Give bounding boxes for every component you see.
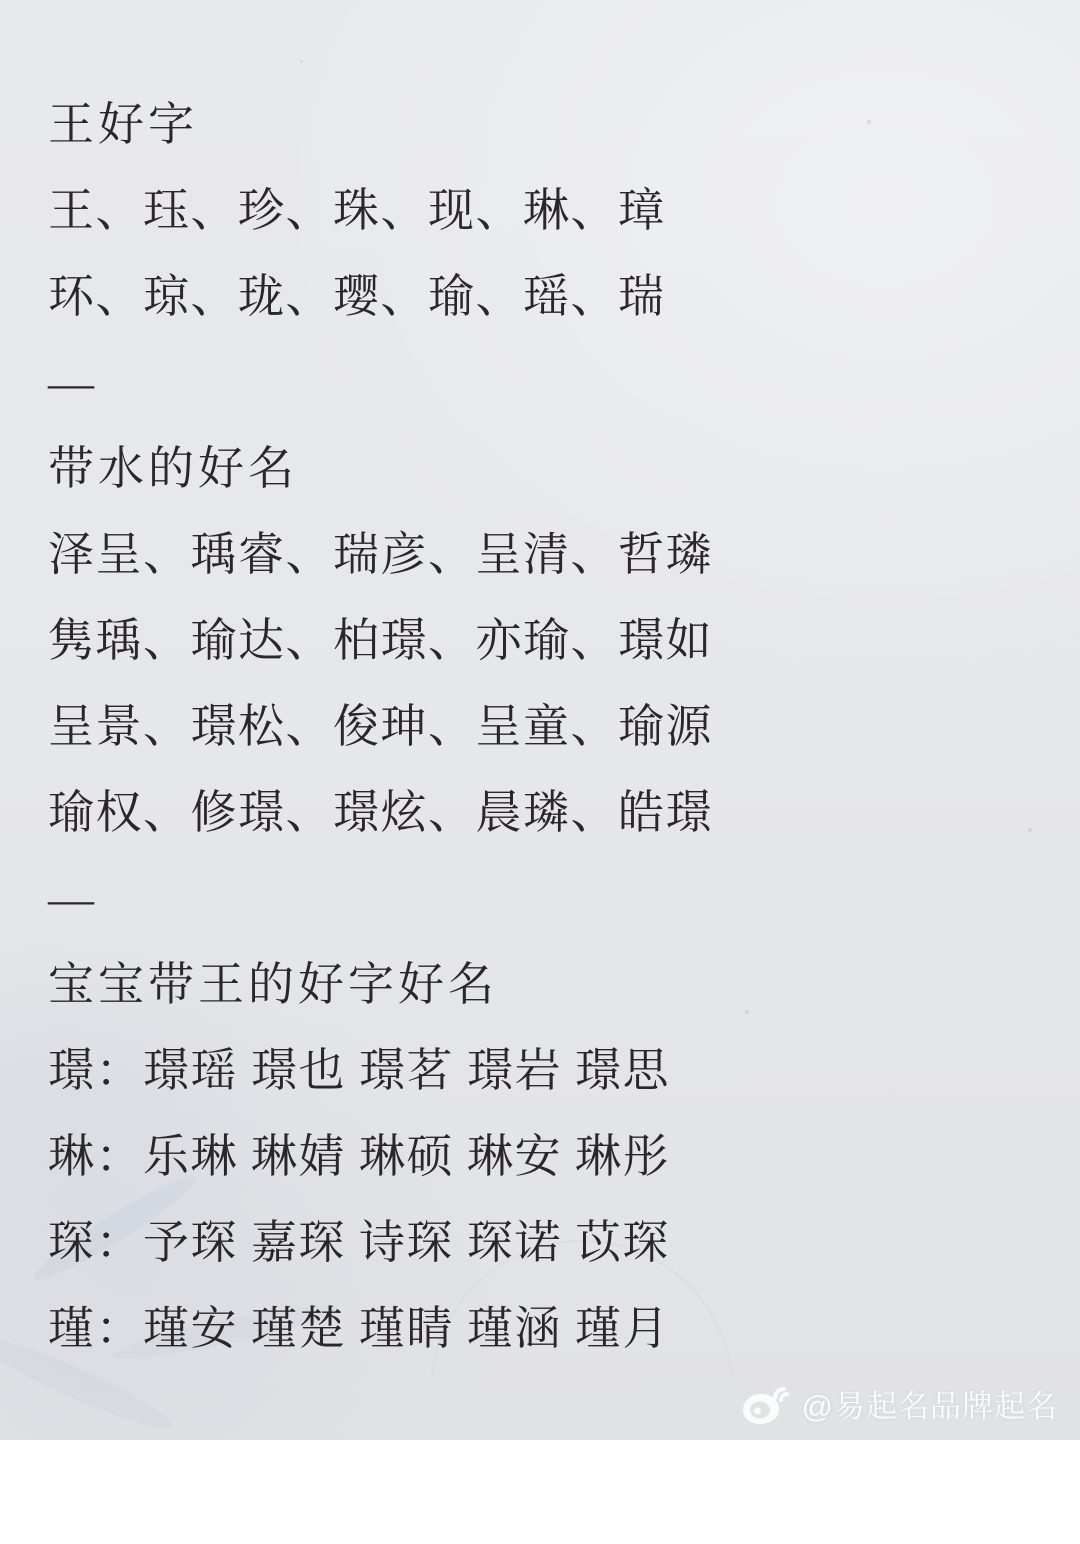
weibo-icon xyxy=(740,1380,794,1426)
section-heading-baby-wang-names: 宝宝带王的好字好名 xyxy=(48,959,498,1010)
name-list-line: 瑜权、修璟、璟炫、晨璘、皓璟 xyxy=(48,787,713,838)
name-list-line: 呈景、璟松、俊珅、呈童、瑜源 xyxy=(48,701,713,752)
section-heading-water-names: 带水的好名 xyxy=(48,443,298,494)
name-list-line: 瑾：瑾安 瑾楚 瑾睛 瑾涵 瑾月 xyxy=(48,1303,670,1354)
section-heading-wang-characters: 王好字 xyxy=(48,99,198,150)
name-list-line: 泽呈、瑀睿、瑞彦、呈清、哲璘 xyxy=(48,529,713,580)
name-list-line: 琛：予琛 嘉琛 诗琛 琛诺 苡琛 xyxy=(48,1217,670,1268)
watermark xyxy=(740,1380,1058,1426)
watermark-handle: @易起名品牌起名 xyxy=(801,1388,1058,1424)
section-divider: — xyxy=(48,873,94,924)
name-list-line: 琳：乐琳 琳婧 琳硕 琳安 琳彤 xyxy=(48,1131,670,1182)
character-list-line: 环、琼、珑、璎、瑜、瑶、瑞 xyxy=(48,271,666,322)
name-list-content xyxy=(48,82,1050,1372)
paper-speck xyxy=(300,60,303,63)
character-list-line: 王、珏、珍、珠、现、琳、璋 xyxy=(48,185,666,236)
name-list-line: 隽瑀、瑜达、柏璟、亦瑜、璟如 xyxy=(48,615,713,666)
name-list-line: 璟：璟瑶 璟也 璟茗 璟岩 璟思 xyxy=(48,1045,670,1096)
section-divider: — xyxy=(48,357,94,408)
